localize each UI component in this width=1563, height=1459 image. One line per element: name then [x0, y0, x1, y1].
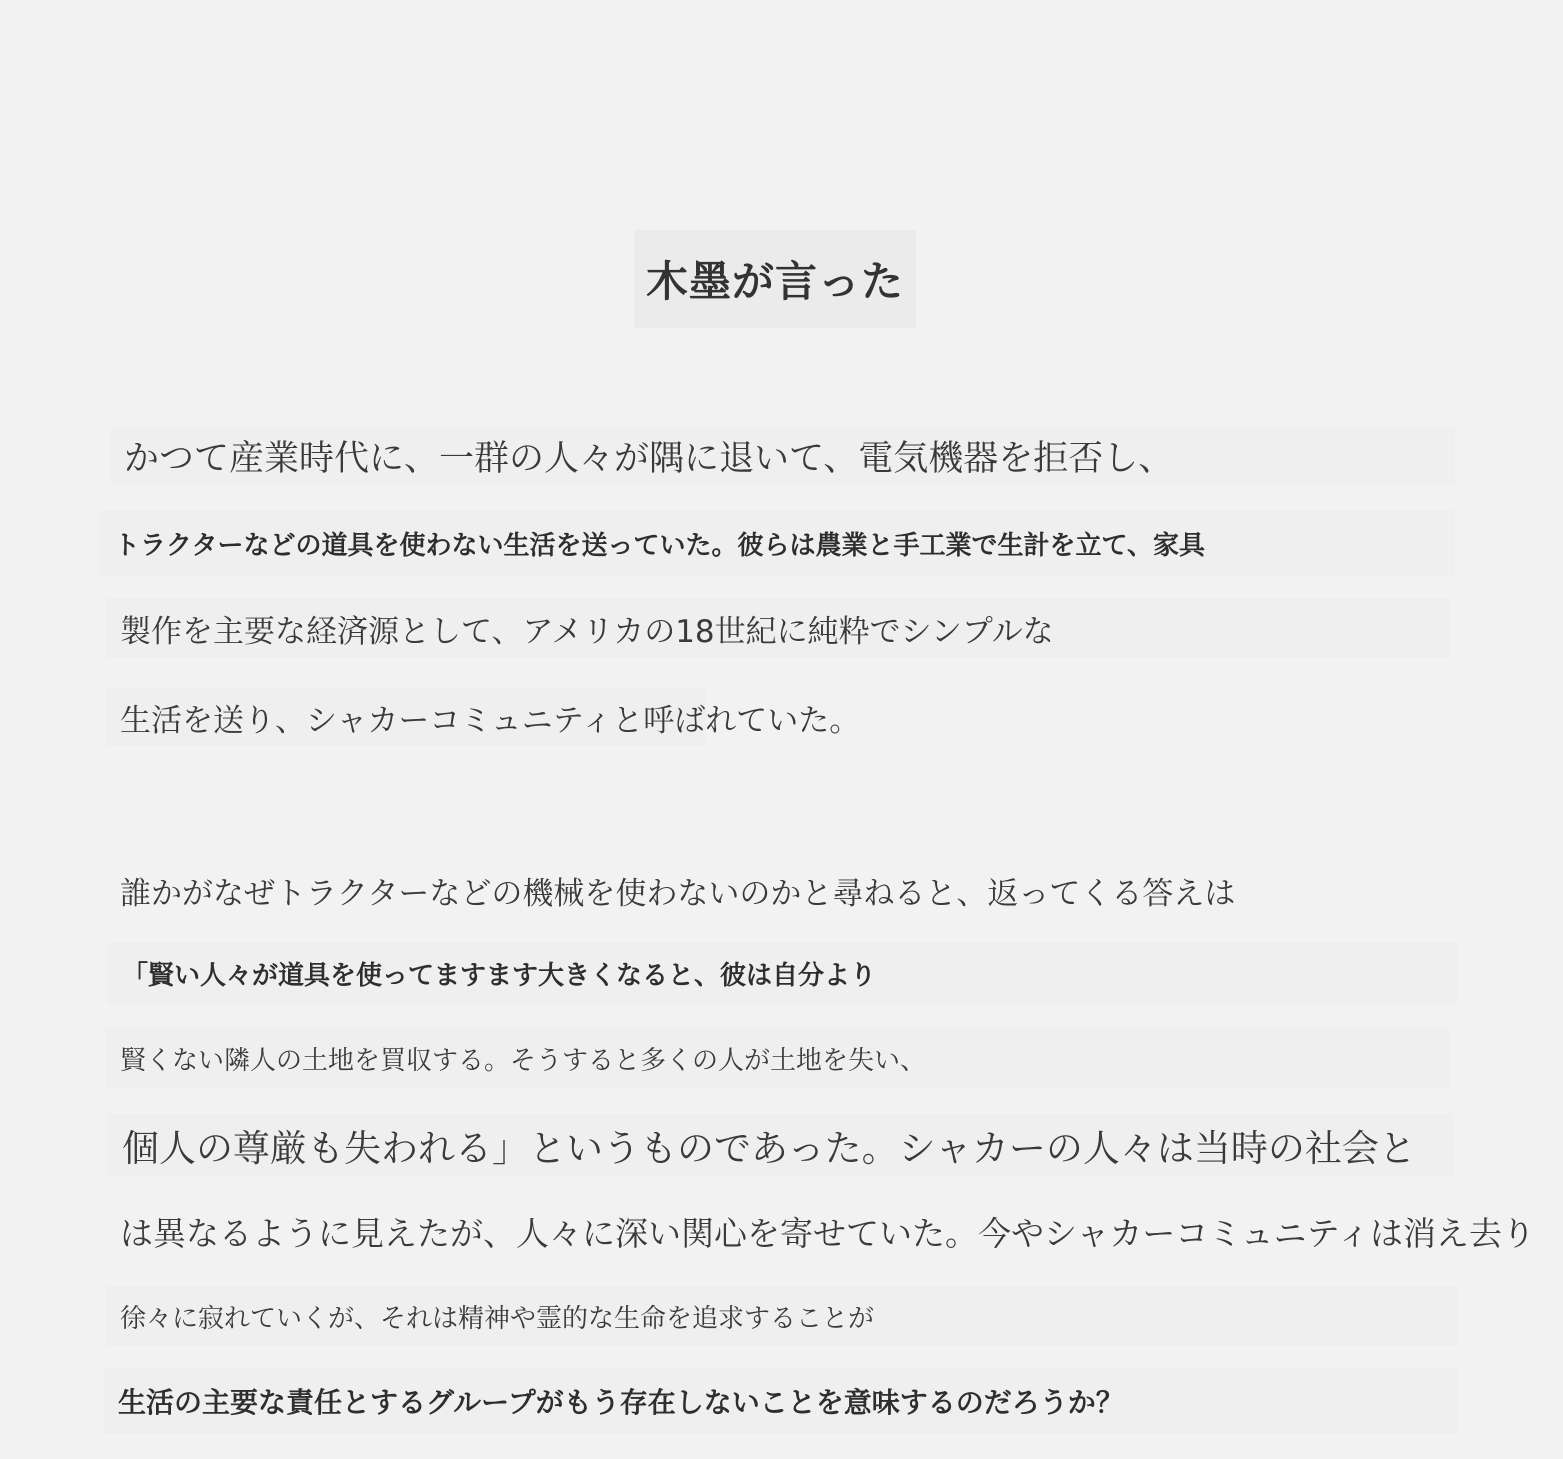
text-line-5: 誰かがなぜトラクターなどの機械を使わないのかと尋ねると、返ってくる答えは [120, 875, 1236, 912]
text-line-10: 徐々に寂れていくが、それは精神や霊的な生命を追求することが [106, 1286, 1458, 1346]
text-line-7: 賢くない隣人の土地を買収する。そうすると多くの人が土地を失い、 [106, 1028, 1450, 1088]
title-box [634, 230, 916, 328]
text-line-6: 「賢い人々が道具を使ってますます大きくなると、彼は自分より [108, 942, 1458, 1004]
text-line-1: かつて産業時代に、一群の人々が隅に退いて、電気機器を拒否し、 [110, 428, 1455, 484]
text-line-2: トラクターなどの道具を使わない生活を送っていた。彼らは農業と手工業で生計を立て、家具 [100, 510, 1455, 576]
text-line-3: 製作を主要な経済源として、アメリカの18世紀に純粋でシンプルな [106, 598, 1450, 658]
page-title: 木墨が言った [645, 257, 904, 306]
text-line-8: 個人の尊厳も失われる」というものであった。シャカーの人々は当時の社会と [108, 1114, 1453, 1176]
text-line-4: 生活を送り、シャカーコミュニティと呼ばれていた。 [106, 688, 706, 746]
text-line-9: は異なるように見えたが、人々に深い関心を寄せていた。今やシャカーコミュニティは消え去り [120, 1213, 1536, 1253]
text-line-11: 生活の主要な責任とするグループがもう存在しないことを意味するのだろうか？ [104, 1368, 1458, 1434]
